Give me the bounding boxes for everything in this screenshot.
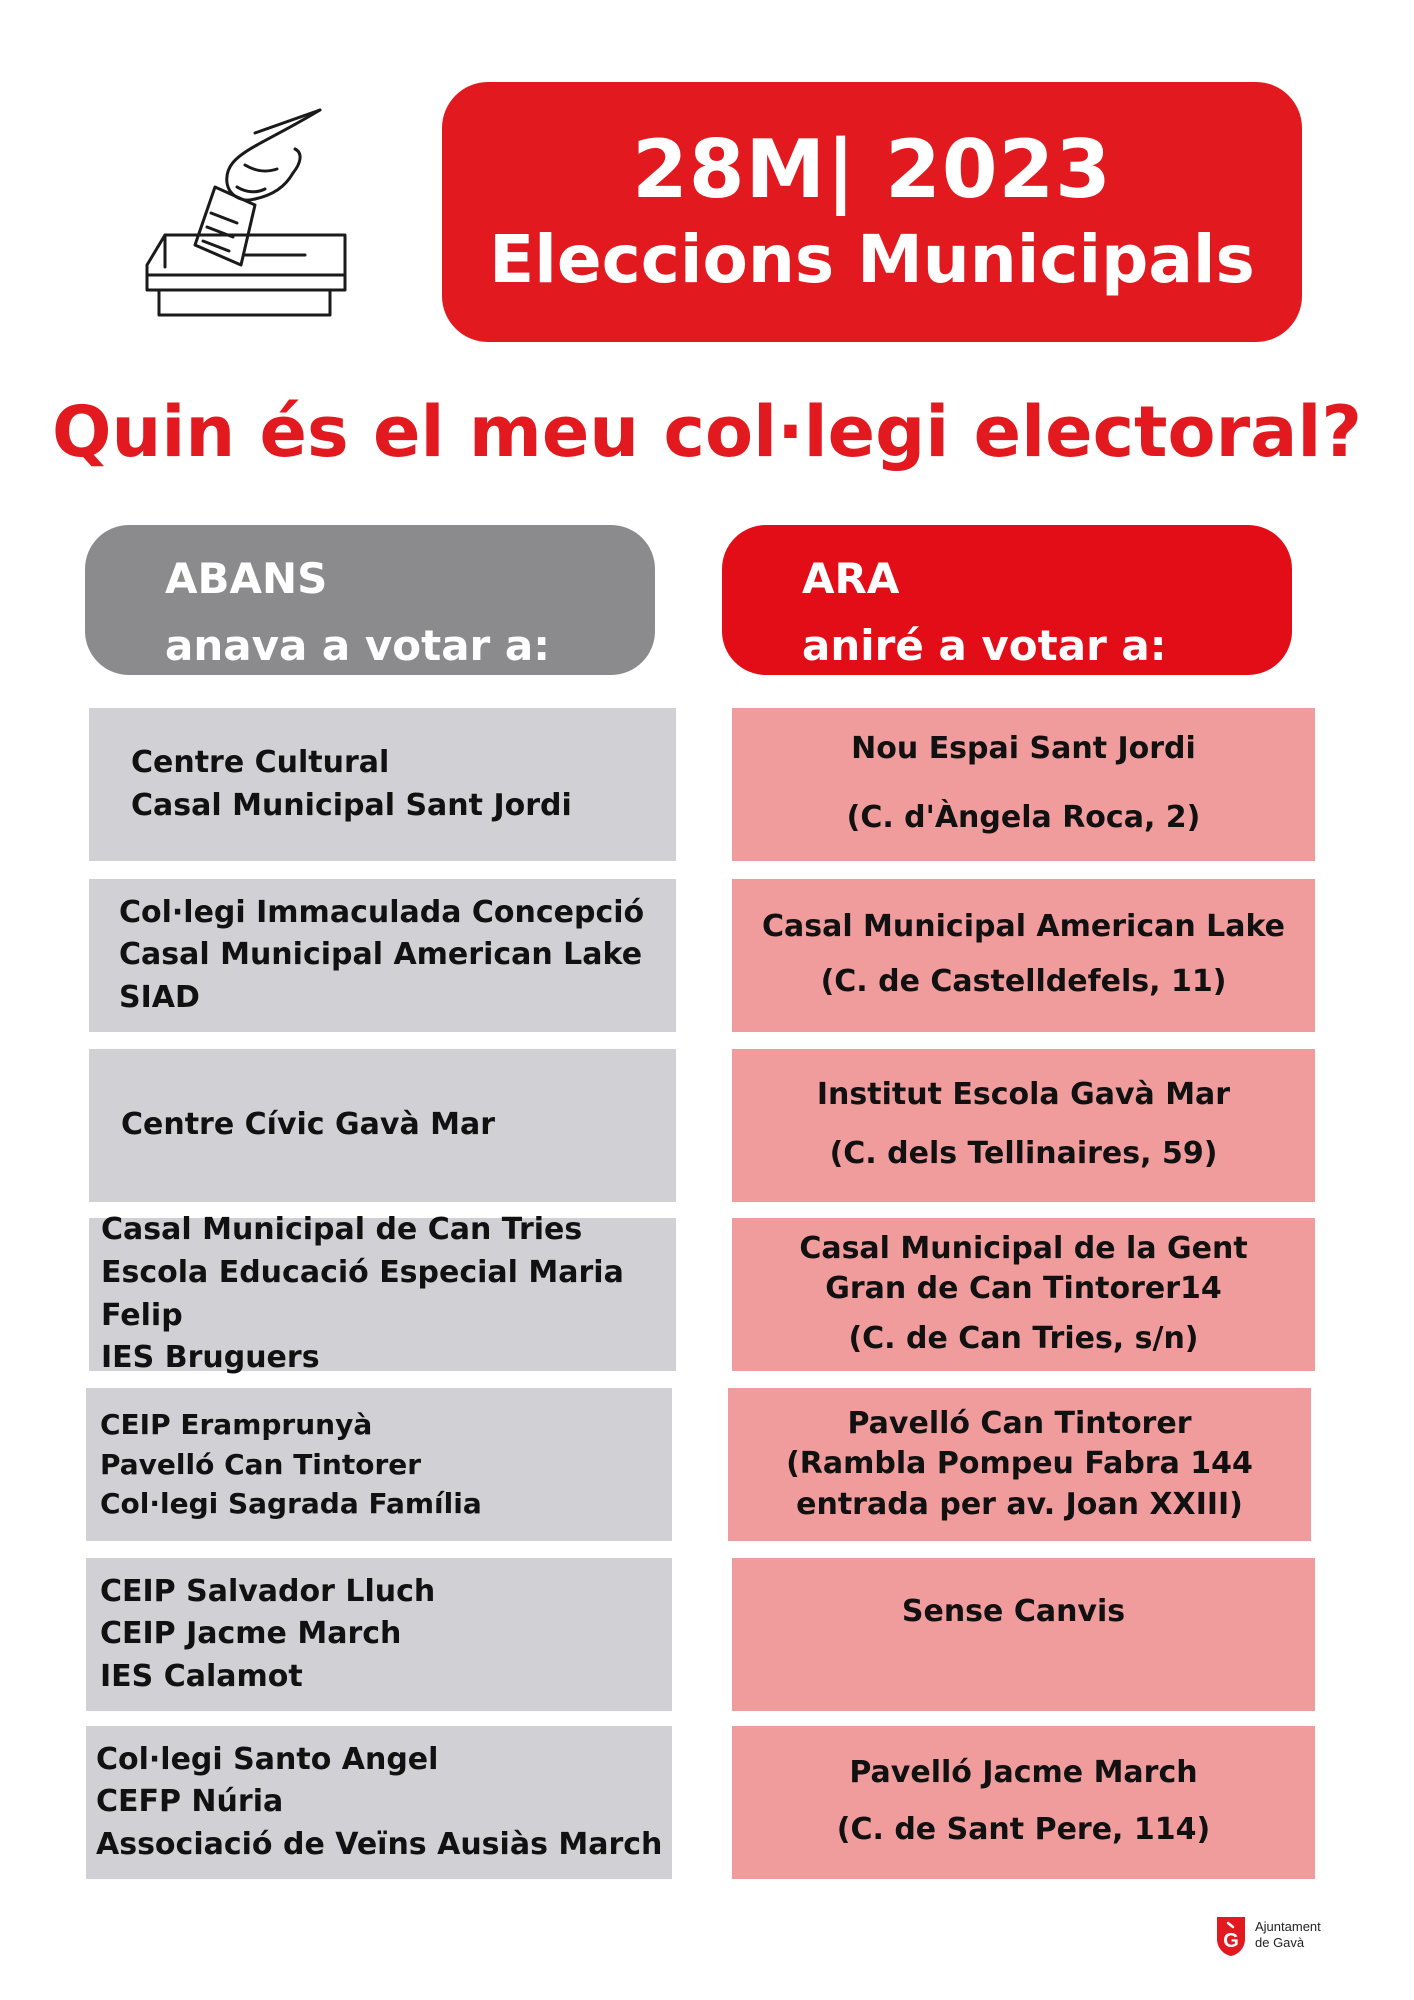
before-cell: [86, 1726, 672, 1879]
now-location-address: (C. d'Àngela Roca, 2): [846, 800, 1201, 836]
svg-text:G: G: [1223, 1930, 1239, 1952]
before-location: Associació de Veïns Ausiàs March: [96, 1826, 663, 1862]
now-location-name: Nou Espai Sant Jordi: [851, 730, 1196, 766]
before-location: Col·legi Sagrada Família: [100, 1487, 482, 1521]
before-location: IES Calamot: [100, 1658, 303, 1694]
logo-text: [1255, 1919, 1321, 1950]
before-location: CEIP Eramprunyà: [100, 1407, 373, 1441]
now-location-name: Casal Municipal American Lake: [761, 908, 1286, 944]
before-location: Centre Cívic Gavà Mar: [121, 1107, 496, 1143]
before-location: Casal Municipal de Can Tries: [101, 1212, 583, 1248]
before-location: Casal Municipal Sant Jordi: [131, 787, 572, 823]
before-location: CEIP Salvador Lluch: [100, 1573, 436, 1609]
before-cell: [89, 1212, 676, 1376]
now-subtitle: aniré a votar a:: [802, 621, 1167, 671]
now-location-name: (Rambla Pompeu Fabra 144: [786, 1446, 1253, 1482]
now-location-address: (C. de Sant Pere, 114): [836, 1812, 1211, 1848]
before-cell: [86, 1388, 672, 1541]
now-location-name: Gran de Can Tintorer14: [825, 1271, 1222, 1307]
question-heading: Quin és el meu col·legi electoral?: [52, 391, 1362, 473]
before-location: SIAD: [119, 979, 200, 1015]
before-location: CEFP Núria: [96, 1784, 284, 1820]
now-location-address: (C. dels Tellinaires, 59): [829, 1136, 1218, 1172]
before-location: Centre Cultural: [131, 744, 390, 780]
now-cell: [732, 1218, 1315, 1371]
now-title: ARA: [802, 554, 900, 603]
ajuntament-gava-logo: [1215, 1910, 1365, 1960]
before-location: Pavelló Can Tintorer: [100, 1447, 422, 1481]
now-location-address: (C. de Can Tries, s/n): [848, 1320, 1199, 1356]
now-location-name: entrada per av. Joan XXIII): [796, 1486, 1243, 1522]
now-cell: [732, 879, 1315, 1032]
election-date: 28M| 2023: [632, 123, 1112, 217]
now-column-header: [722, 525, 1292, 675]
title-banner: [442, 82, 1302, 342]
logo-line-2: de Gavà: [1255, 1935, 1305, 1950]
before-column-header: [85, 525, 655, 675]
now-cell: [732, 1049, 1315, 1202]
ballot-box-illustration: [145, 95, 355, 340]
before-title: ABANS: [165, 554, 328, 603]
before-cell: [86, 1558, 672, 1711]
before-cell: [89, 708, 676, 861]
gava-shield-logo-icon: [1215, 1913, 1247, 1957]
now-location-name: Sense Canvis: [901, 1594, 1126, 1629]
before-location: Escola Educació Especial Maria Felip: [101, 1254, 624, 1333]
now-cell: [732, 1558, 1315, 1711]
before-location: IES Bruguers: [101, 1340, 320, 1376]
now-location-name: Casal Municipal de la Gent: [799, 1230, 1248, 1266]
before-location: Col·legi Santo Angel: [96, 1741, 439, 1777]
election-title: Eleccions Municipals: [489, 221, 1255, 299]
logo-line-1: Ajuntament: [1255, 1919, 1321, 1935]
now-location-name: Pavelló Jacme March: [849, 1754, 1198, 1790]
now-cell: [728, 1388, 1311, 1541]
before-cell: [89, 1049, 676, 1202]
before-subtitle: anava a votar a:: [165, 621, 551, 671]
before-location: Col·legi Immaculada Concepció: [119, 894, 645, 930]
before-location: CEIP Jacme March: [100, 1616, 402, 1652]
before-location: Casal Municipal American Lake: [119, 937, 643, 973]
now-cell: [732, 1726, 1315, 1879]
before-cell: [89, 879, 676, 1032]
now-location-name: Institut Escola Gavà Mar: [816, 1076, 1231, 1112]
now-location-name: Pavelló Can Tintorer: [847, 1405, 1192, 1441]
now-location-address: (C. de Castelldefels, 11): [820, 964, 1227, 1000]
now-cell: [732, 708, 1315, 861]
